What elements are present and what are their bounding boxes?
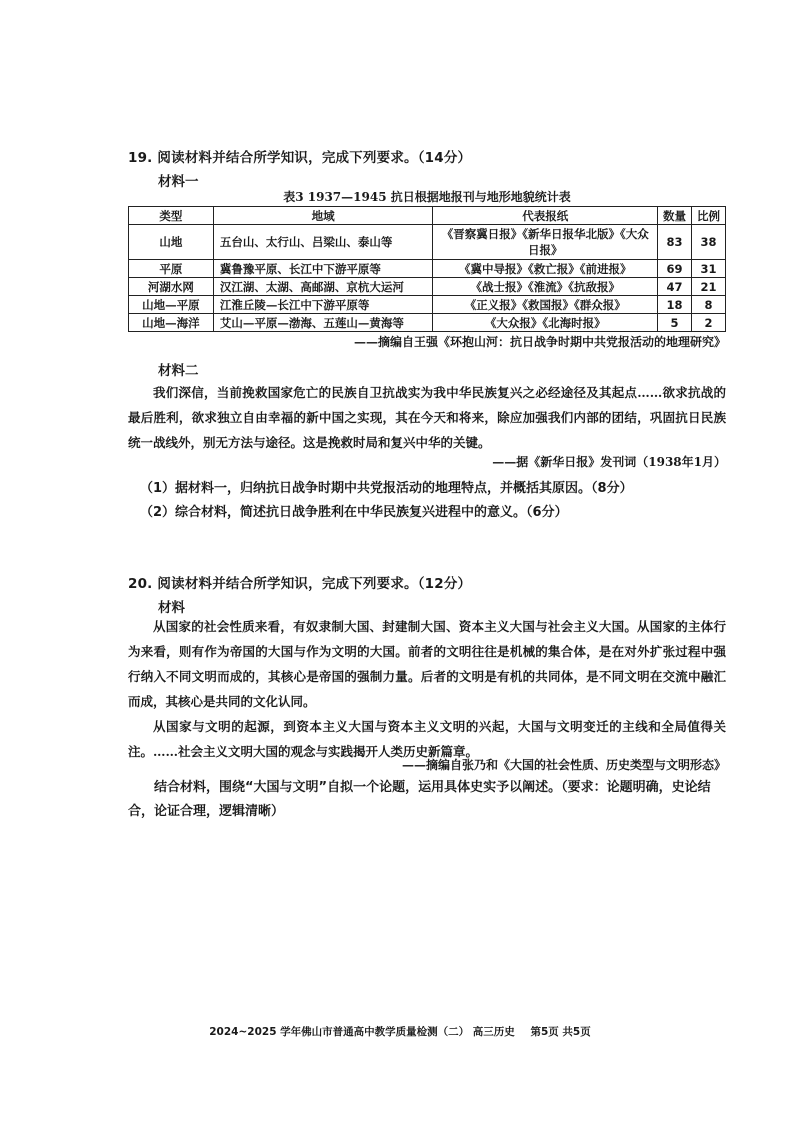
cell-count: 83 xyxy=(658,225,692,260)
question-20-paragraph-2: 从国家与文明的起源，到资本主义大国与资本主义文明的兴起，大国与文明变迁的主线和全局值得关注。……社会主义文明大国的观念与实践揭开人类历史新篇章。 xyxy=(128,719,726,759)
material-2-paragraph: 我们深信，当前挽救国家危亡的民族自卫抗战实为我中华民族复兴之必经途径及其起点……欲求抗战的最后胜利，欲求独立自由幸福的新中国之实现，其在今天和将来，除应加强我们内部的团结，巩固抗日民族统一战线外，别无方法与途径。这是挽救时局和复兴中华的关键。 xyxy=(128,385,726,450)
header-region: 地域 xyxy=(213,207,433,225)
table-row xyxy=(129,314,726,332)
cell-count: 18 xyxy=(658,296,692,314)
cell-ratio: 2 xyxy=(691,314,725,332)
cell-region: 汉江湖、太湖、高邮湖、京杭大运河 xyxy=(213,278,433,296)
table-header-row xyxy=(129,207,726,225)
page-footer xyxy=(0,1024,800,1039)
cell-ratio: 31 xyxy=(691,260,725,278)
cell-papers: 《大众报》《北海时报》 xyxy=(433,314,658,332)
cell-type: 平原 xyxy=(129,260,214,278)
table-row xyxy=(129,260,726,278)
cell-type: 山地—平原 xyxy=(129,296,214,314)
footer-exam-name: 2024~2025 学年佛山市普通高中教学质量检测（二） 高三历史 xyxy=(209,1026,515,1038)
question-19-sub-1: （1）据材料一，归纳抗日战争时期中共党报活动的地理特点，并概括其原因。（8分） xyxy=(140,481,633,496)
cell-region: 五台山、太行山、吕梁山、泰山等 xyxy=(213,225,433,260)
header-type: 类型 xyxy=(129,207,214,225)
cell-ratio: 8 xyxy=(691,296,725,314)
material-2-text xyxy=(128,380,726,455)
table-caption: 表3 1937—1945 抗日根据地报刊与地形地貌统计表 xyxy=(283,190,571,204)
question-19-sub-2: （2）综合材料，简述抗日战争胜利在中华民族复兴进程中的意义。（6分） xyxy=(140,505,568,520)
question-20-source: ——摘编自张乃和《大国的社会性质、历史类型与文明形态》 xyxy=(401,758,726,772)
cell-papers: 《晋察冀日报》《新华日报华北版》《大众日报》 xyxy=(433,225,658,260)
question-20-material xyxy=(128,614,726,764)
cell-count: 47 xyxy=(658,278,692,296)
newspaper-terrain-table xyxy=(128,206,726,332)
material-1-source: ——摘编自王强《环抱山河：抗日战争时期中共党报活动的地理研究》 xyxy=(353,335,726,349)
question-20-task: 结合材料，围绕“大国与文明”自拟一个论题，运用具体史实予以阐述。（要求：论题明确，史论结合，论证合理，逻辑清晰） xyxy=(128,780,711,819)
material-2-source: ——据《新华日报》发刊词（1938年1月） xyxy=(492,455,726,469)
cell-region: 江淮丘陵—长江中下游平原等 xyxy=(213,296,433,314)
cell-count: 5 xyxy=(658,314,692,332)
header-papers: 代表报纸 xyxy=(433,207,658,225)
material-1-label: 材料一 xyxy=(158,174,199,190)
cell-type: 山地—海洋 xyxy=(129,314,214,332)
cell-papers: 《战士报》《淮流》《抗敌报》 xyxy=(433,278,658,296)
question-20-material-label: 材料 xyxy=(158,600,185,616)
footer-page-number: 第5页 共5页 xyxy=(530,1026,591,1038)
question-20-title: 20. 阅读材料并结合所学知识，完成下列要求。（12分） xyxy=(128,576,472,592)
header-count: 数量 xyxy=(658,207,692,225)
cell-region: 冀鲁豫平原、长江中下游平原等 xyxy=(213,260,433,278)
header-ratio: 比例 xyxy=(691,207,725,225)
cell-region: 艾山—平原—渤海、五莲山—黄海等 xyxy=(213,314,433,332)
table-row xyxy=(129,225,726,260)
question-19-title: 19. 阅读材料并结合所学知识，完成下列要求。（14分） xyxy=(128,150,472,166)
cell-type: 山地 xyxy=(129,225,214,260)
table-row xyxy=(129,296,726,314)
cell-type: 河湖水网 xyxy=(129,278,214,296)
cell-papers: 《正义报》《救国报》《群众报》 xyxy=(433,296,658,314)
cell-count: 69 xyxy=(658,260,692,278)
question-20-paragraph-1: 从国家的社会性质来看，有奴隶制大国、封建制大国、资本主义大国与社会主义大国。从国家的主体行为来看，则有作为帝国的大国与作为文明的大国。前者的文明往往是机械的集合体，是在对外扩张过程中强行纳入不同文明而成的，其核心是帝国的强制力量。后者的文明是有机的共同体，是不同文明在交流中融汇而成，其核心是共同的文化认同。 xyxy=(128,619,726,709)
table-row xyxy=(129,278,726,296)
cell-papers: 《冀中导报》《救亡报》《前进报》 xyxy=(433,260,658,278)
material-2-label: 材料二 xyxy=(158,363,199,379)
cell-ratio: 21 xyxy=(691,278,725,296)
cell-ratio: 38 xyxy=(691,225,725,260)
